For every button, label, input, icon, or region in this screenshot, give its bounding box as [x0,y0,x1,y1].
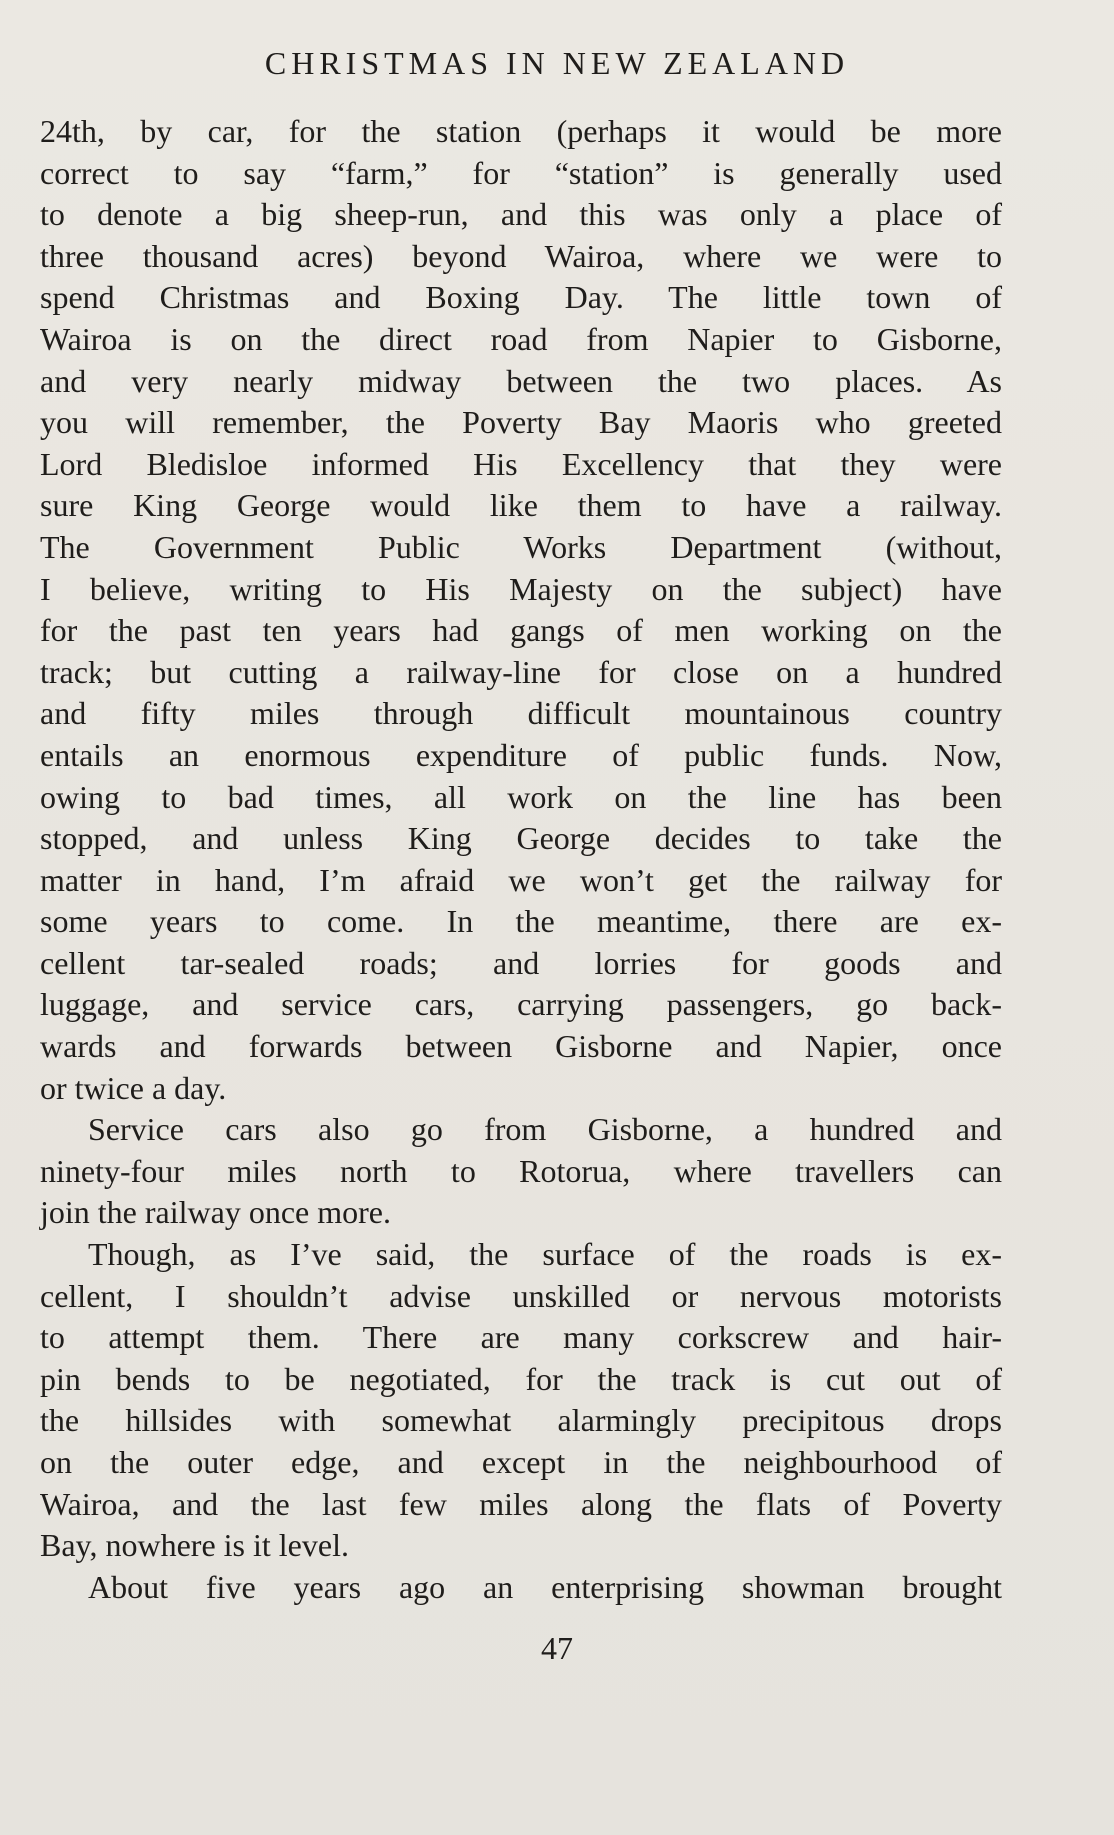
text-line: cellent, I shouldn’t advise unskilled or nervous motorists [40,1277,1002,1314]
text-line: The Government Public Works Department (without, [40,528,1002,565]
text-line: ninety-four miles north to Rotorua, where travellers can [40,1152,1002,1189]
text-line: cellent tar-sealed roads; and lorries for goods and [40,944,1002,981]
text-line: on the outer edge, and except in the neighbourhood of [40,1444,1002,1480]
text-line: stopped, and unless King George decides to take the [40,820,1002,857]
text-line: spend Christmas and Boxing Day. The little town of [40,279,1002,316]
text-line: some years to come. In the meantime, there are ex- [40,903,1002,940]
text-line: Service cars also go from Gisborne, a hundred and [88,1111,1002,1148]
text-line: Bay, nowhere is it level. [40,1527,349,1564]
text-line: pin bends to be negotiated, for the track is cut out of [40,1360,1002,1397]
text-line: wards and forwards between Gisborne and Napier, once [40,1028,1002,1065]
text-line: Wairoa, and the last few miles along the flats of Poverty [40,1485,1002,1522]
text-line: three thousand acres) beyond Wairoa, where we were to [40,237,1002,274]
text-line: track; but cutting a railway-line for close on a hundred [40,653,1002,690]
body-text [40,111,1002,1608]
text-line: About five years ago an enterprising showman brought [88,1568,1002,1605]
text-line: sure King George would like them to have a railway. [40,487,1002,524]
text-line: owing to bad times, all work on the line has been [40,778,1002,815]
text-line: join the railway once more. [40,1194,391,1231]
text-line: I believe, writing to His Majesty on the subject) have [40,570,1002,607]
page-number: 47 [541,1630,573,1666]
text-line: 24th, by car, for the station (perhaps it would be more [40,113,1002,149]
text-line: Wairoa is on the direct road from Napier to Gisborne, [40,320,1002,357]
text-line: or twice a day. [40,1069,227,1106]
text-line: Lord Bledisloe informed His Excellency that they were [40,445,1002,482]
text-line: to attempt them. There are many corkscrew and hair- [40,1319,1002,1356]
text-line: the hillsides with somewhat alarmingly precipitous drops [40,1402,1002,1439]
text-line: and very nearly midway between the two places. As [40,362,1002,399]
text-line: to denote a big sheep-run, and this was only a place of [40,196,1002,233]
text-line: entails an enormous expenditure of public funds. Now, [40,736,1002,773]
text-line: and fifty miles through difficult mountainous country [40,695,1002,732]
text-line: for the past ten years had gangs of men working on the [40,612,1002,649]
text-line: Though, as I’ve said, the surface of the roads is ex- [88,1236,1002,1273]
text-line: you will remember, the Poverty Bay Maoris who greeted [40,404,1002,441]
running-head: CHRISTMAS IN NEW ZEALAND [264,45,850,81]
text-line: luggage, and service cars, carrying passengers, go back- [40,986,1002,1023]
text-line: correct to say “farm,” for “station” is generally used [40,154,1002,191]
text-line: matter in hand, I’m afraid we won’t get the railway for [40,861,1002,898]
